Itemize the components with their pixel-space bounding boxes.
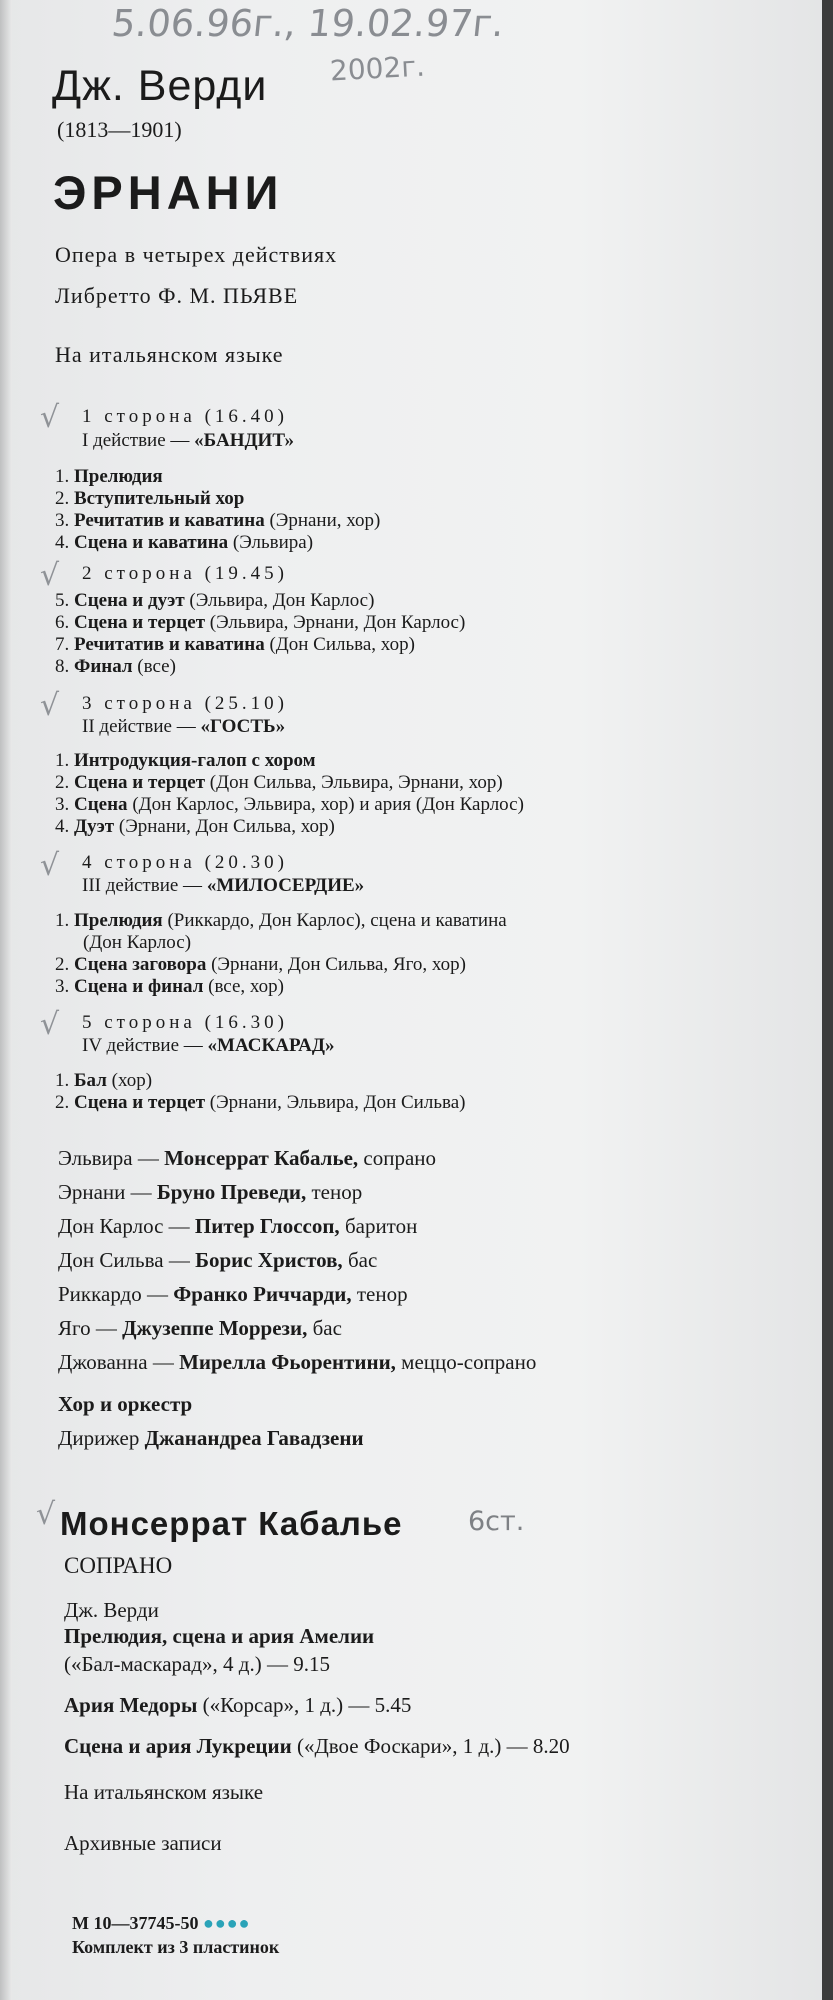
bonus-language: На итальянском языке: [64, 1780, 264, 1804]
side-heading: 2 сторона (19.45): [82, 563, 288, 584]
composer-years: (1813—1901): [57, 117, 182, 142]
opera-title: ЭРНАНИ: [53, 166, 284, 219]
track-item: 2. Сцена и терцет (Дон Сильва, Эльвира, Эрнани, хор): [55, 772, 503, 793]
track-item: 2. Сцена заговора (Эрнани, Дон Сильва, Яго, хор): [55, 954, 467, 975]
check-mark-icon: √: [40, 1007, 60, 1042]
act-heading: III действие — «МИЛОСЕРДИЕ»: [82, 875, 365, 896]
track-item: 8. Финал (все): [55, 656, 176, 677]
set-note: Комплект из 3 пластинок: [72, 1937, 280, 1957]
track-item: 4. Дуэт (Эрнани, Дон Сильва, хор): [55, 816, 335, 837]
libretto-line: Либретто Ф. М. ПЬЯВЕ: [55, 283, 299, 308]
track-item: 4. Сцена и каватина (Эльвира): [55, 532, 314, 553]
sleeve-edge: [0, 0, 12, 2000]
track-item: 3. Сцена и финал (все, хор): [55, 976, 285, 997]
cast-member: Яго — Джузеппе Моррези, бас: [58, 1316, 342, 1340]
check-mark-icon: √: [40, 848, 60, 883]
choir-orchestra: Хор и оркестр: [58, 1392, 193, 1416]
cast-member: Джованна — Мирелла Фьорентини, меццо-сопрано: [58, 1350, 537, 1374]
cast-member: Эльвира — Монсеррат Кабалье, сопрано: [58, 1146, 437, 1170]
handwritten-dates: 5.06.96г., 19.02.97г.: [109, 2, 507, 45]
bonus-archive-note: Архивные записи: [64, 1831, 222, 1855]
cast-member: Эрнани — Бруно Преведи, тенор: [58, 1180, 363, 1204]
bonus-item-detail: («Бал-маскарад», 4 д.) — 9.15: [64, 1652, 330, 1676]
handwritten-sides-note: 6ст.: [468, 1506, 525, 1537]
track-item: 3. Сцена (Дон Карлос, Эльвира, хор) и ария (Дон Карлос): [55, 794, 524, 815]
track-item: 2. Сцена и терцет (Эрнани, Эльвира, Дон Сильва): [55, 1092, 466, 1113]
track-item: 2. Вступительный хор: [55, 488, 245, 509]
dots-icon: ●●●●: [202, 1913, 251, 1933]
cast-member: Дон Сильва — Борис Христов, бас: [58, 1248, 378, 1272]
track-item-continued: (Дон Карлос): [83, 932, 192, 953]
bonus-item: Сцена и ария Лукреции («Двое Фоскари», 1 д.) — 8.20: [64, 1734, 570, 1758]
check-mark-icon: √: [40, 400, 60, 435]
side-heading: 3 сторона (25.10): [82, 693, 288, 714]
track-item: 1. Прелюдия (Риккардо, Дон Карлос), сцена и каватина: [55, 910, 507, 931]
cast-member: Риккардо — Франко Риччарди, тенор: [58, 1282, 408, 1306]
language-note: На итальянском языке: [55, 342, 284, 367]
track-item: 1. Бал (хор): [55, 1070, 153, 1091]
bonus-artist: Монсеррат Кабалье: [60, 1505, 403, 1542]
track-item: 5. Сцена и дуэт (Эльвира, Дон Карлос): [55, 590, 375, 611]
act-heading: II действие — «ГОСТЬ»: [82, 716, 286, 737]
bonus-composer: Дж. Верди: [64, 1598, 159, 1622]
check-mark-icon: √: [40, 688, 60, 723]
handwritten-year: 2002г.: [329, 49, 426, 88]
track-item: 3. Речитатив и каватина (Эрнани, хор): [55, 510, 381, 531]
bonus-voice: СОПРАНО: [64, 1553, 173, 1578]
composer-name: Дж. Верди: [52, 62, 268, 110]
side-heading: 1 сторона (16.40): [82, 406, 288, 427]
bonus-item-title: Прелюдия, сцена и ария Амелии: [64, 1624, 375, 1648]
track-item: 1. Интродукция-галоп с хором: [55, 750, 316, 771]
side-heading: 5 сторона (16.30): [82, 1012, 288, 1033]
opera-subtitle: Опера в четырех действиях: [55, 242, 338, 267]
track-item: 1. Прелюдия: [55, 466, 163, 487]
side-heading: 4 сторона (20.30): [82, 852, 288, 873]
track-item: 6. Сцена и терцет (Эльвира, Эрнани, Дон Карлос): [55, 612, 466, 633]
act-heading: I действие — «БАНДИТ»: [82, 430, 294, 451]
track-item: 7. Речитатив и каватина (Дон Сильва, хор): [55, 634, 415, 655]
conductor-line: Дирижер Джанандреа Гавадзени: [58, 1426, 364, 1450]
catalog-number: М 10—37745-50 ●●●●: [72, 1913, 251, 1933]
check-mark-icon: √: [40, 558, 60, 593]
bonus-item: Ария Медоры («Корсар», 1 д.) — 5.45: [64, 1693, 412, 1717]
check-mark-icon: √: [36, 1497, 56, 1532]
cast-member: Дон Карлос — Питер Глоссоп, баритон: [58, 1214, 418, 1238]
act-heading: IV действие — «МАСКАРАД»: [82, 1035, 335, 1056]
